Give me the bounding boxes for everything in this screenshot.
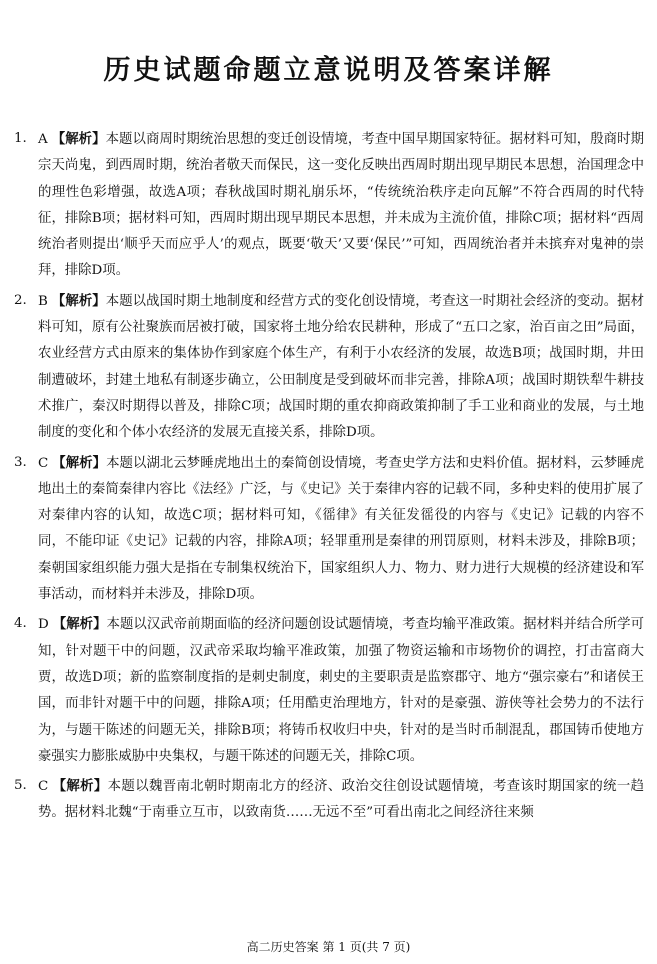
- analysis-tag: 【解析】: [51, 292, 106, 309]
- page-title: 历史试题命题立意说明及答案详解: [103, 55, 554, 86]
- answer-letter: D: [38, 617, 49, 633]
- question-number: 3.: [14, 454, 27, 470]
- answer-letter: C: [38, 455, 49, 471]
- analysis-text: 本题以商周时期统治思想的变迁创设情境，考查中国早期国家特征。据材料可知，殷商时期宗天尚鬼，到西周时期，统治者敬天而保民，这一变化反映出西周时期出现早期民本思想，治国理念中的理性色彩增强，故选A项；春秋战国时期礼崩乐坏，“传统统治秩序走向瓦解”不符合西周的时代特征，排除B项；据材料可知，西周时期出现早期民本思想，并未成为主流价值，排除C项；据材料“西周统治者则提出‘顺乎天而应乎人’的观点，既要‘敬天’又要‘保民’”可知，西周统治者并未摈弃对鬼神的崇拜，排除D项。: [38, 132, 644, 279]
- answer-item-5: [14, 773, 644, 827]
- question-number: 5.: [14, 778, 27, 794]
- analysis-tag: 【解析】: [51, 131, 106, 147]
- analysis-tag: 【解析】: [52, 616, 107, 633]
- analysis-text: 本题以湖北云梦睡虎地出土的秦简创设情境，考查史学方法和史料价值。据材料，云梦睡虎地出土的秦简秦律内容比《法经》广泛，与《史记》关于秦律内容的记载不同，多种史料的使用扩展了对秦律内容的认知，故选C项；据材料可知，《徭律》有关征发徭役的内容与《史记》记载的内容不同，不能印证《史记》记载的内容，排除A项；轻罪重刑是秦律的刑罚原则，材料未涉及，排除B项；秦朝国家组织能力强大是指在专制集权统治下，国家组织人力、物力、财力进行大规模的经济建设和军事活动，而材料并未涉及，排除D项。: [38, 455, 645, 603]
- answer-item-1: [14, 126, 644, 285]
- answer-item-2: [14, 288, 644, 447]
- analysis-text: 本题以汉武帝前期面临的经济问题创设试题情境，考查均输平准政策。据材料并结合所学可知，针对题干中的问题，汉武帝采取均输平准政策，加强了物资运输和市场物价的调控，打击富商大贾，故选D项；新的监察制度指的是刺史制度，刺史的主要职责是监察郡守、地方“强宗豪右”和诸侯王国，而非针对题干中的问题，排除A项；任用酷吏治理地方，针对的是豪强、游侠等社会势力的不法行为，与题干陈述的问题无关，排除B项；将铸币权收归中央，针对的是当时币制混乱，郡国铸币使地方豪强实力膨胀威胁中央集权，与题干陈述的问题无关，排除C项。: [38, 617, 644, 764]
- analysis-tag: 【解析】: [52, 454, 107, 471]
- answer-letter: B: [38, 293, 48, 309]
- question-number: 4.: [14, 616, 27, 632]
- answer-item-4: [14, 611, 644, 770]
- analysis-tag: 【解析】: [52, 778, 108, 795]
- analysis-text: 本题以战国时期土地制度和经营方式的变化创设情境，考查这一时期社会经济的变动。据材料可知，原有公社聚族而居被打破，国家将土地分给农民耕种，形成了“五口之家，治百亩之田”局面，农业经营方式由原来的集体协作到家庭个体生产，有利于小农经济的发展，故选B项；战国时期，井田制遭破坏，封建土地私有制逐步确立，公田制度是受到破坏而非完善，排除A项；战国时期铁犁牛耕技术推广，秦汉时期得以普及，排除C项；战国时期的重农抑商政策抑制了手工业和商业的发展，与土地制度的变化和个体小农经济的发展无直接关系，排除D项。: [38, 293, 645, 441]
- answer-letter: A: [38, 132, 48, 147]
- question-number: 1.: [14, 131, 27, 146]
- analysis-text: 本题以魏晋南北朝时期南北方的经济、政治交往创设试题情境，考查该时期国家的统一趋势。据材料北魏“于南垂立互市，以致南货……无远不至”可看出南北之间经济往来频: [38, 779, 645, 821]
- answer-item-3: [14, 450, 644, 609]
- page-footer: 高二历史答案 第 1 页(共 7 页): [246, 940, 411, 954]
- answer-list: [14, 126, 644, 830]
- question-number: 2.: [14, 292, 27, 308]
- answer-letter: C: [38, 779, 49, 795]
